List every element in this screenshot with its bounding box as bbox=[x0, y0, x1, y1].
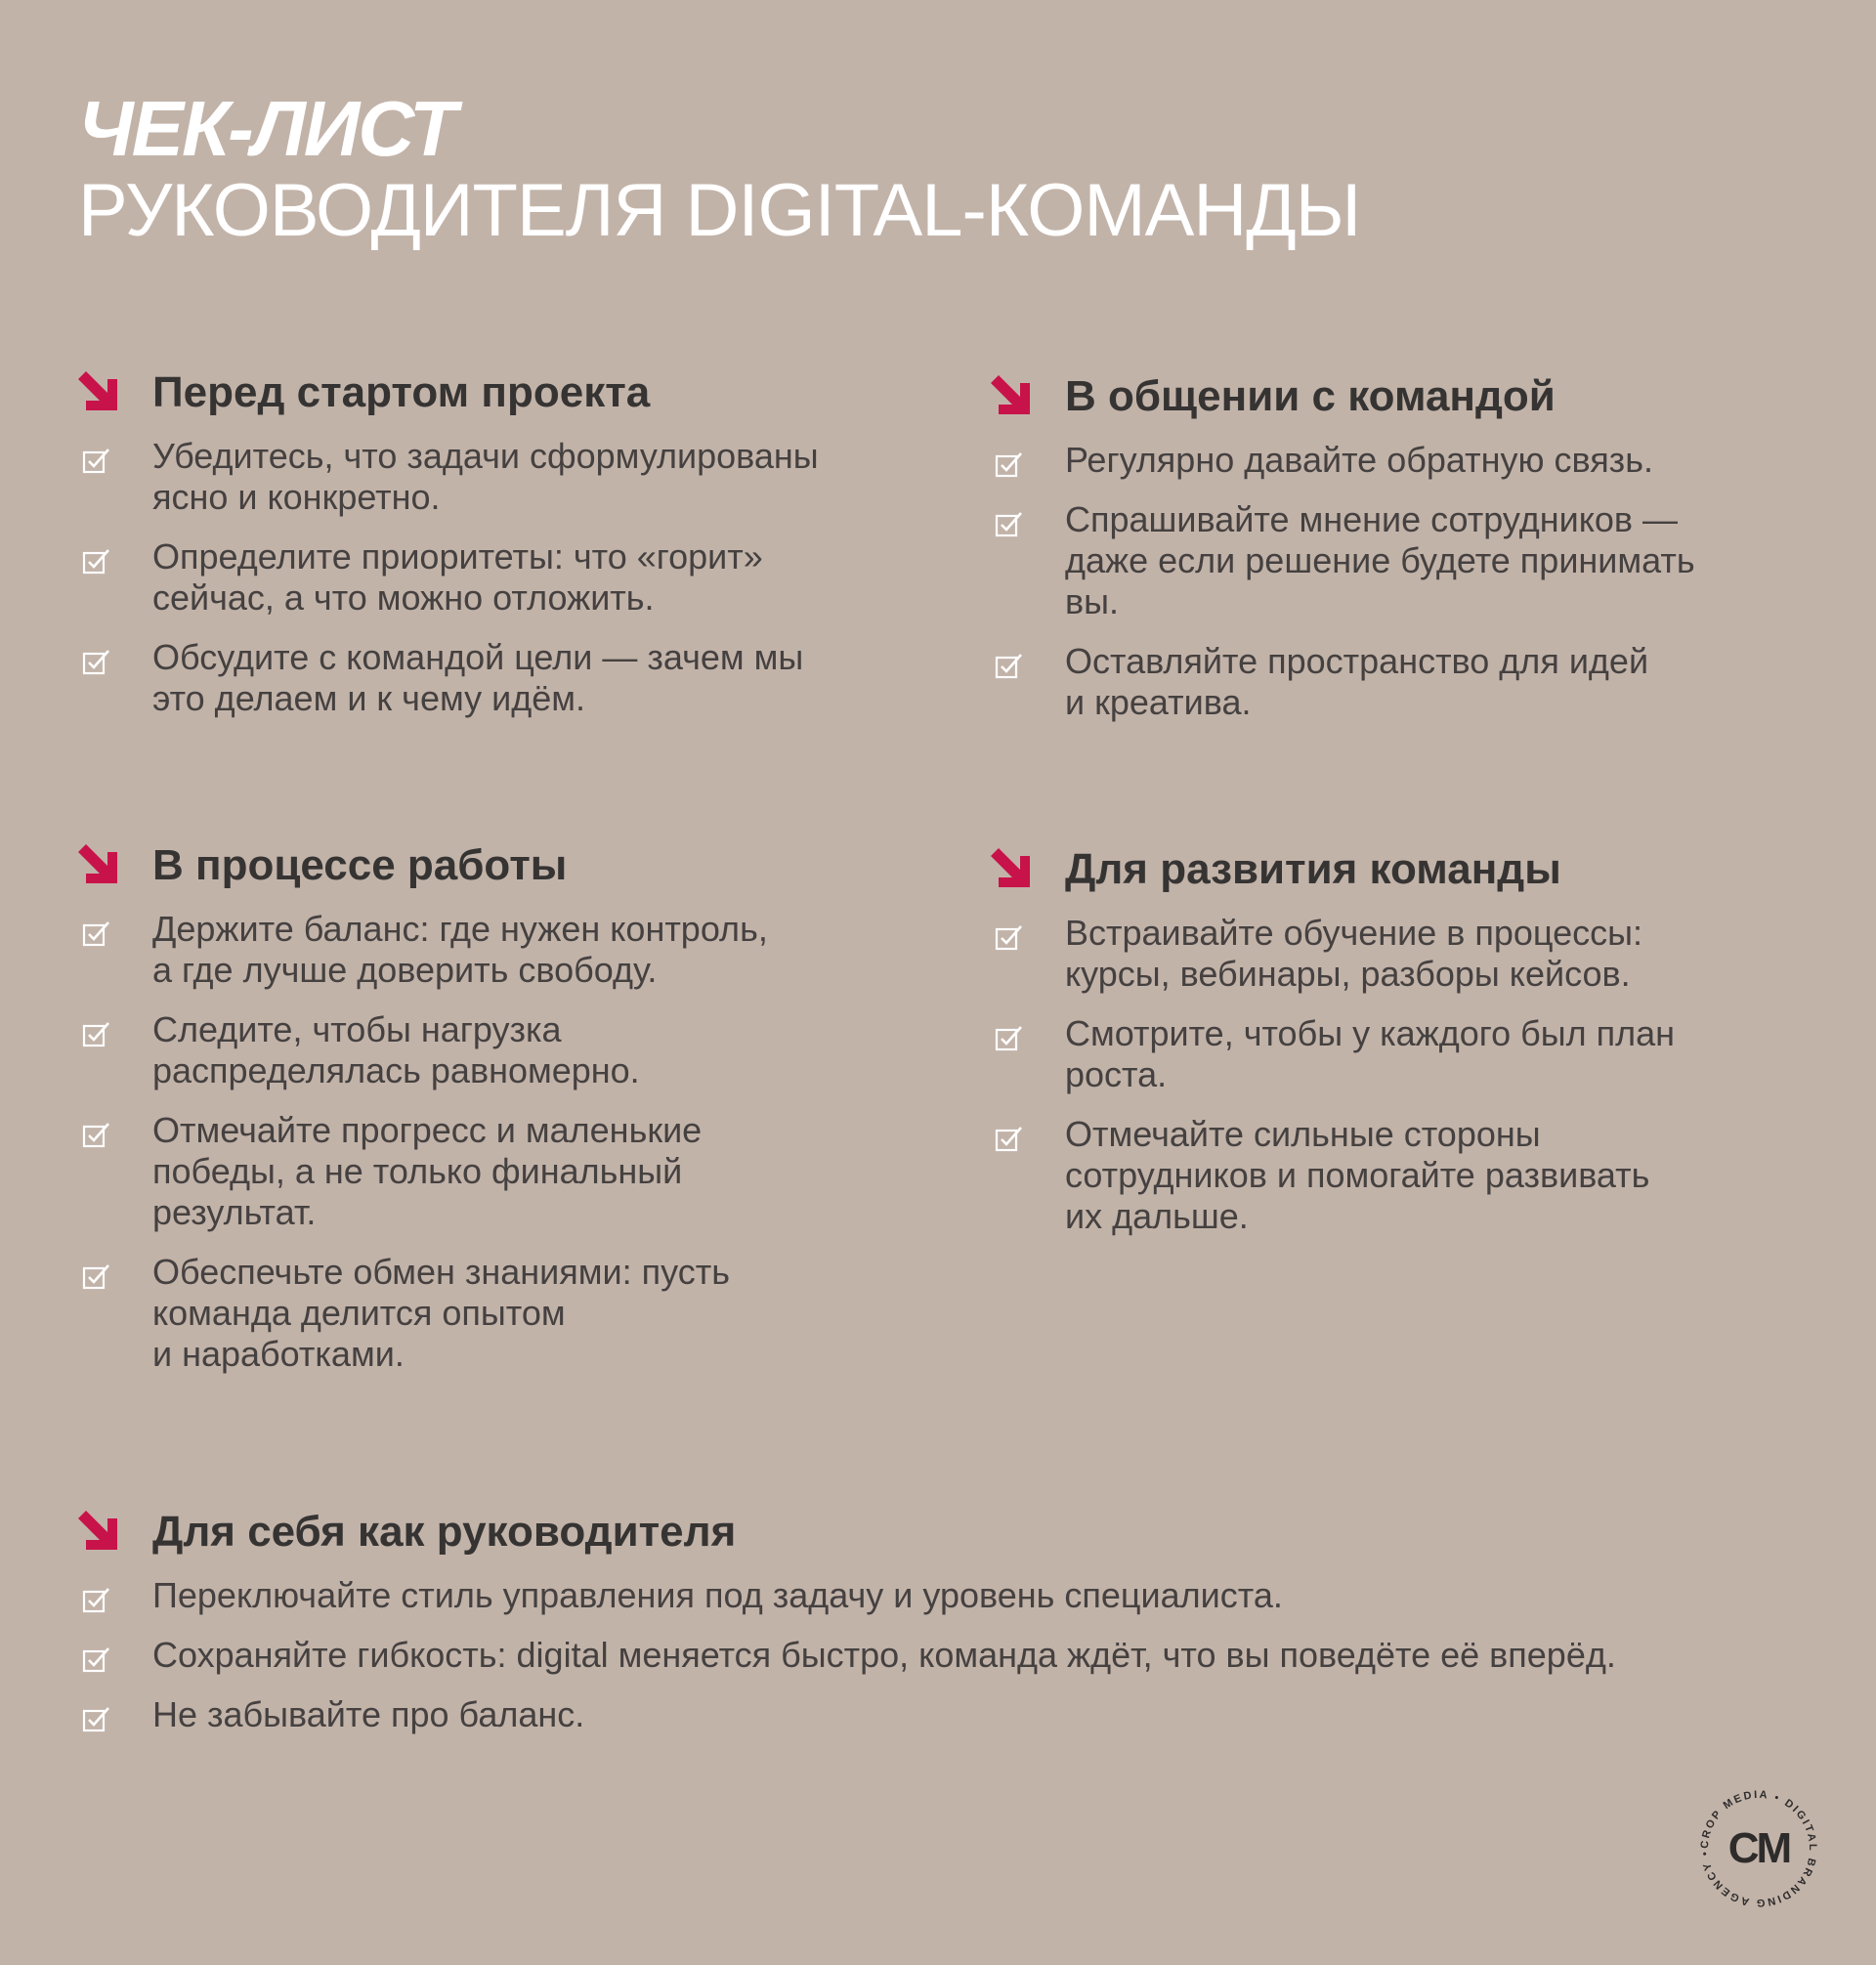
item-text: Оставляйте пространство для идей и креатива. bbox=[1065, 641, 1649, 722]
list-item bbox=[987, 913, 1847, 995]
item-text: Не забывайте про баланс. bbox=[152, 1694, 585, 1734]
arrow-down-right-icon bbox=[987, 371, 1034, 418]
section-title: Для развития команды bbox=[1065, 845, 1561, 893]
item-text: Регулярно давайте обратную связь. bbox=[1065, 440, 1653, 480]
list-item bbox=[987, 1013, 1847, 1095]
list-item bbox=[987, 499, 1847, 622]
list-item bbox=[987, 440, 1847, 481]
checkbox-checked-icon bbox=[995, 449, 1024, 479]
arrow-down-right-icon bbox=[74, 367, 121, 414]
section-title: В процессе работы bbox=[152, 841, 568, 889]
section-before-start bbox=[74, 367, 915, 738]
checkbox-checked-icon bbox=[82, 546, 111, 576]
list-item bbox=[74, 909, 915, 991]
list-item bbox=[74, 637, 915, 719]
item-text: Определите приоритеты: что «горит» сейчас, а что можно отложить. bbox=[152, 536, 763, 618]
item-text: Следите, чтобы нагрузка распределялась равномерно. bbox=[152, 1009, 640, 1090]
list-item bbox=[74, 1694, 1833, 1735]
checkbox-checked-icon bbox=[82, 918, 111, 948]
logo-ring-text: CROP MEDIA • DIGITAL BRANDING AGENCY • bbox=[1698, 1788, 1819, 1909]
item-text: Отмечайте прогресс и маленькие победы, а не только финальный результат. bbox=[152, 1110, 703, 1232]
section-title: В общении с командой bbox=[1065, 372, 1556, 420]
section-for-yourself bbox=[74, 1507, 1833, 1754]
section-title: Для себя как руководителя bbox=[152, 1508, 737, 1556]
item-text: Переключайте стиль управления под задачу и уровень специалиста. bbox=[152, 1575, 1283, 1615]
checkbox-checked-icon bbox=[82, 1261, 111, 1291]
section-team-development bbox=[987, 844, 1847, 1256]
item-text: Смотрите, чтобы у каждого был план роста. bbox=[1065, 1013, 1676, 1094]
item-text: Обсудите с командой цели — зачем мы это делаем и к чему идём. bbox=[152, 637, 804, 718]
list-item bbox=[74, 1575, 1833, 1616]
checkbox-checked-icon bbox=[995, 922, 1024, 952]
logo-mark: CM bbox=[1727, 1824, 1790, 1872]
title-checklist: ЧЕК-ЛИСТ bbox=[78, 85, 455, 172]
checkbox-checked-icon bbox=[995, 1124, 1024, 1153]
checkbox-checked-icon bbox=[82, 1645, 111, 1674]
item-text: Спрашивайте мнение сотрудников — даже если решение будете принимать вы. bbox=[1065, 499, 1695, 621]
section-team-communication bbox=[987, 371, 1847, 742]
item-text: Отмечайте сильные стороны сотрудников и помогайте развивать их дальше. bbox=[1065, 1114, 1650, 1236]
brand-logo bbox=[1690, 1780, 1827, 1917]
checkbox-checked-icon bbox=[82, 446, 111, 475]
checkbox-checked-icon bbox=[995, 1023, 1024, 1052]
list-item bbox=[74, 1009, 915, 1091]
checkbox-checked-icon bbox=[82, 647, 111, 676]
list-item bbox=[74, 536, 915, 619]
item-text: Держите баланс: где нужен контроль, а где лучше доверить свободу. bbox=[152, 909, 768, 990]
item-text: Убедитесь, что задачи сформулированы ясно и конкретно. bbox=[152, 436, 819, 517]
arrow-down-right-icon bbox=[987, 844, 1034, 891]
arrow-down-right-icon bbox=[74, 840, 121, 887]
checkbox-checked-icon bbox=[82, 1120, 111, 1149]
checkbox-checked-icon bbox=[995, 509, 1024, 538]
list-item bbox=[74, 436, 915, 518]
list-item bbox=[987, 1114, 1847, 1237]
checkbox-checked-icon bbox=[82, 1585, 111, 1614]
section-work-process bbox=[74, 840, 915, 1393]
item-text: Встраивайте обучение в процессы: курсы, вебинары, разборы кейсов. bbox=[1065, 913, 1643, 994]
checkbox-checked-icon bbox=[82, 1019, 111, 1048]
checkbox-checked-icon bbox=[82, 1704, 111, 1733]
item-text: Обеспечьте обмен знаниями: пусть команда делится опытом и наработками. bbox=[152, 1252, 730, 1374]
checkbox-checked-icon bbox=[995, 651, 1024, 680]
list-item bbox=[74, 1110, 915, 1233]
list-item bbox=[74, 1635, 1833, 1676]
section-title: Перед стартом проекта bbox=[152, 368, 651, 416]
list-item bbox=[74, 1252, 915, 1375]
item-text: Сохраняйте гибкость: digital меняется быстро, команда ждёт, что вы поведёте её вперёд. bbox=[152, 1635, 1616, 1675]
list-item bbox=[987, 641, 1847, 723]
title-subtitle: РУКОВОДИТЕЛЯ DIGITAL-КОМАНДЫ bbox=[78, 169, 1360, 252]
arrow-down-right-icon bbox=[74, 1507, 121, 1554]
